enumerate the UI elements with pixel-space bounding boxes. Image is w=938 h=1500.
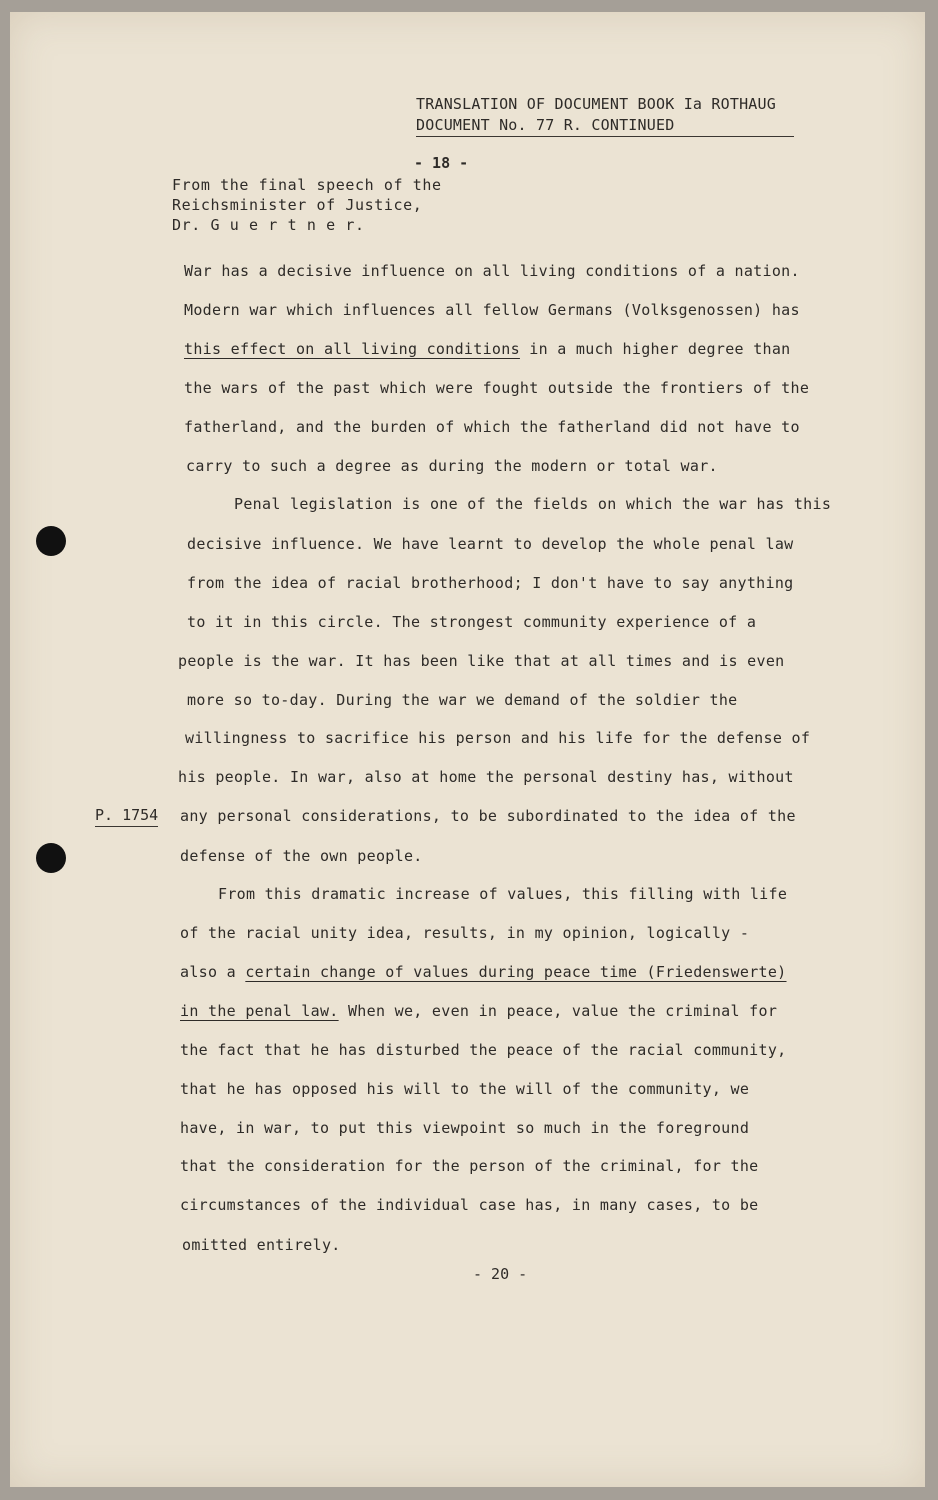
body-line: have, in war, to put this viewpoint so much in the foreground xyxy=(180,1119,750,1137)
page-top-number: - 18 - xyxy=(414,154,469,172)
body-line: From this dramatic increase of values, this filling with life xyxy=(218,885,788,903)
body-line: any personal considerations, to be subordinated to the idea of the xyxy=(180,807,796,825)
intro-block xyxy=(172,175,442,235)
body-line: omitted entirely. xyxy=(182,1236,341,1254)
body-text-span: also a xyxy=(180,963,246,981)
document-header xyxy=(416,94,794,137)
intro-line: From the final speech of the xyxy=(172,176,442,194)
body-text-span: When we, even in peace, value the criminal for xyxy=(338,1002,778,1020)
body-line: that he has opposed his will to the will of the community, we xyxy=(180,1080,750,1098)
underlined-phrase: in the penal law. xyxy=(180,1002,339,1020)
body-line: circumstances of the individual case has, in many cases, to be xyxy=(180,1196,759,1214)
body-line: that the consideration for the person of the criminal, for the xyxy=(180,1157,759,1175)
body-line: fatherland, and the burden of which the fatherland did not have to xyxy=(184,418,800,436)
margin-page-reference-text: P. 1754 xyxy=(95,806,158,827)
body-line: the fact that he has disturbed the peace of the racial community, xyxy=(180,1041,787,1059)
body-line xyxy=(180,1002,777,1020)
body-line: his people. In war, also at home the personal destiny has, without xyxy=(178,768,794,786)
body-line: Penal legislation is one of the fields on which the war has this xyxy=(234,495,832,513)
header-line-2: DOCUMENT No. 77 R. CONTINUED xyxy=(416,115,794,137)
body-line: willingness to sacrifice his person and his life for the defense of xyxy=(185,729,811,747)
underlined-phrase: this effect on all living conditions xyxy=(184,340,520,358)
page-footer-number: - 20 - xyxy=(473,1265,528,1283)
intro-line: Reichsminister of Justice, xyxy=(172,196,423,214)
body-text-span: in a much higher degree than xyxy=(519,340,791,358)
body-line: the wars of the past which were fought outside the frontiers of the xyxy=(184,379,810,397)
body-line: to it in this circle. The strongest community experience of a xyxy=(187,613,757,631)
body-line xyxy=(180,963,787,981)
document-page xyxy=(10,12,925,1487)
intro-line: Dr. G u e r t n e r. xyxy=(172,216,365,234)
body-line: War has a decisive influence on all living conditions of a nation. xyxy=(184,262,800,280)
punch-hole xyxy=(36,526,66,556)
body-line: Modern war which influences all fellow Germans (Volksgenossen) has xyxy=(184,301,800,319)
body-line: defense of the own people. xyxy=(180,847,423,865)
body-line: from the idea of racial brotherhood; I don't have to say anything xyxy=(187,574,794,592)
body-line: more so to-day. During the war we demand of the soldier the xyxy=(187,691,738,709)
body-line: of the racial unity idea, results, in my opinion, logically - xyxy=(180,924,750,942)
margin-page-reference xyxy=(95,806,158,827)
body-line xyxy=(184,340,791,358)
body-line: carry to such a degree as during the modern or total war. xyxy=(186,457,718,475)
underlined-phrase: certain change of values during peace time (Friedenswerte) xyxy=(245,963,787,981)
punch-hole xyxy=(36,843,66,873)
body-line: decisive influence. We have learnt to develop the whole penal law xyxy=(187,535,794,553)
body-line: people is the war. It has been like that at all times and is even xyxy=(178,652,785,670)
header-line-1: TRANSLATION OF DOCUMENT BOOK Ia ROTHAUG xyxy=(416,95,776,113)
